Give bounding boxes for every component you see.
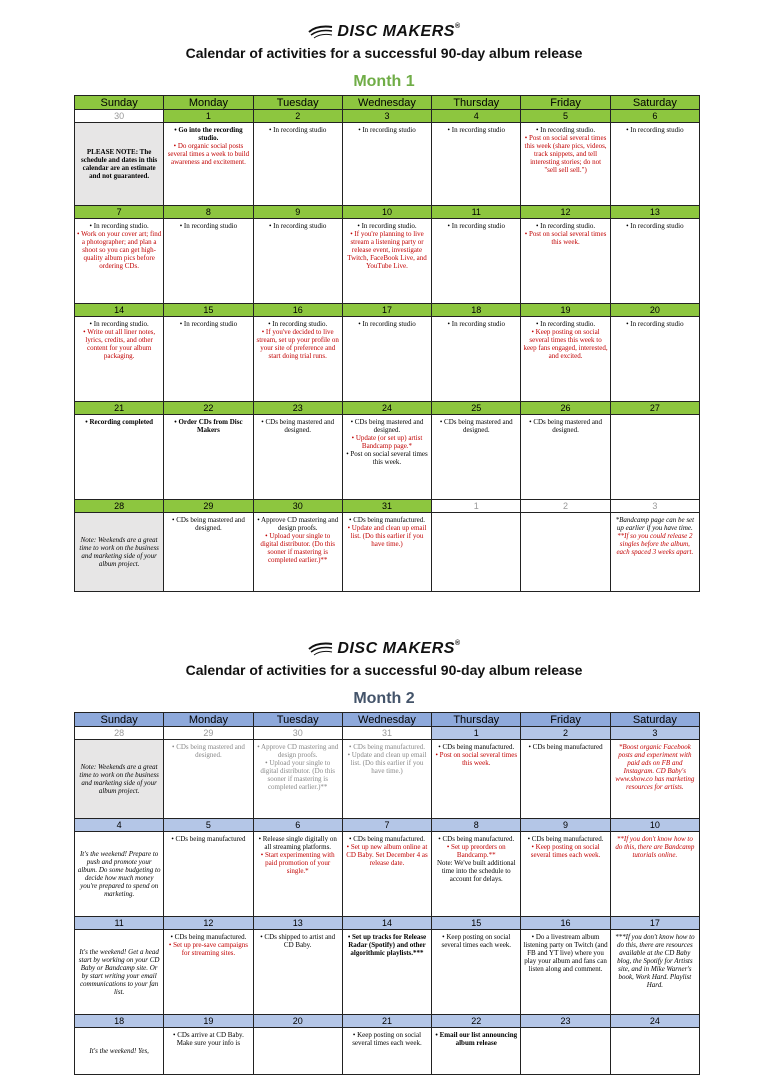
- day-cell: [432, 740, 521, 819]
- day-cell: [342, 219, 431, 304]
- weekday-header: Monday: [164, 96, 253, 110]
- day-cell: [521, 1028, 610, 1075]
- month1-calendar: [74, 95, 700, 592]
- day-cell: [610, 1028, 699, 1075]
- weekday-header: Friday: [521, 713, 610, 727]
- date-number: 19: [521, 304, 610, 317]
- activity-text: • CDs being manufactured.: [438, 835, 515, 843]
- day-cell: [432, 1028, 521, 1075]
- date-number: 17: [610, 917, 699, 930]
- activity-text: **If so you could release 2 singles before the album, each spaced 3 weeks apart.: [616, 532, 694, 556]
- date-number: 27: [610, 402, 699, 415]
- day-cell: [164, 219, 253, 304]
- day-cell: [75, 415, 164, 500]
- weekday-header: Thursday: [432, 96, 521, 110]
- day-cell: [521, 219, 610, 304]
- week-activities-row: [75, 317, 700, 402]
- date-number: 1: [432, 500, 521, 513]
- day-cell: [432, 513, 521, 592]
- day-cell: [521, 832, 610, 917]
- activity-text: • If you've decided to live stream, set up your profile on your site of preference and start doing trial runs.: [256, 328, 339, 360]
- day-cell: [164, 513, 253, 592]
- day-cell: [521, 415, 610, 500]
- date-number: 5: [164, 819, 253, 832]
- date-number: 11: [75, 917, 164, 930]
- date-number-row: [75, 1015, 700, 1028]
- brand-reg: ®: [454, 23, 461, 30]
- date-number: 2: [521, 727, 610, 740]
- brand-name: DISC MAKERS: [337, 23, 455, 40]
- activity-text: • In recording studio: [447, 222, 505, 230]
- page-header: [0, 22, 768, 95]
- day-cell: [610, 415, 699, 500]
- date-number: 11: [432, 206, 521, 219]
- day-cell: [432, 832, 521, 917]
- date-number: 6: [253, 819, 342, 832]
- weekday-header: Tuesday: [253, 713, 342, 727]
- date-number: 12: [164, 917, 253, 930]
- activity-text: • In recording studio.: [535, 320, 596, 328]
- activity-text: • In recording studio: [179, 320, 238, 328]
- day-cell: [610, 930, 699, 1015]
- day-cell: [342, 930, 431, 1015]
- activity-text: • CDs being manufactured.: [527, 835, 604, 843]
- date-number: 14: [342, 917, 431, 930]
- day-cell: [75, 740, 164, 819]
- month-title: Month 2: [353, 690, 415, 707]
- week-activities-row: [75, 219, 700, 304]
- week-activities-row: [75, 930, 700, 1015]
- weekday-header: Saturday: [610, 713, 699, 727]
- activity-text: • In recording studio: [447, 126, 505, 134]
- date-number: 12: [521, 206, 610, 219]
- activity-text: • CDs being manufactured.: [349, 835, 425, 843]
- date-number: 13: [610, 206, 699, 219]
- activity-text: • If you're planning to live stream a listening party or release event, investigate Twitch, FaceBook Live, and YouTube Live.: [347, 230, 427, 270]
- day-cell: [610, 740, 699, 819]
- activity-text: • In recording studio.: [357, 222, 417, 230]
- activity-text: • CDs being mastered and designed.: [261, 418, 335, 434]
- day-cell: [610, 317, 699, 402]
- date-number: 28: [75, 727, 164, 740]
- day-cell: [432, 930, 521, 1015]
- weekday-header-row: [75, 713, 700, 727]
- activity-text: ***If you don't know how to do this, there are resources available at the CD Baby blog, the Spotify for Artists site, and in Mike Warner's book, Work Hard. Playlist Hard.: [615, 933, 695, 989]
- date-number-row: [75, 727, 700, 740]
- day-cell: [342, 415, 431, 500]
- date-number: 29: [164, 727, 253, 740]
- activity-text: • In recording studio: [626, 126, 684, 134]
- day-cell: [610, 219, 699, 304]
- activity-text: • In recording studio.: [535, 222, 596, 230]
- date-number: 20: [610, 304, 699, 317]
- date-number: 31: [342, 500, 431, 513]
- day-cell: [253, 832, 342, 917]
- date-number: 8: [164, 206, 253, 219]
- date-number: 24: [610, 1015, 699, 1028]
- brand-logo: [0, 22, 768, 42]
- brand-name: DISC MAKERS: [337, 640, 455, 657]
- activity-text: • Approve CD mastering and design proofs.: [257, 516, 339, 532]
- day-cell: [75, 1028, 164, 1075]
- activity-text: • In recording studio: [268, 126, 327, 134]
- activity-text: • Approve CD mastering and design proofs.: [257, 743, 339, 759]
- activity-text: **If you don't know how to do this, there are Bandcamp tutorials online.: [615, 835, 695, 859]
- weekday-header: Wednesday: [342, 96, 431, 110]
- activity-text: • Set up preorders on Bandcamp.**: [446, 843, 506, 859]
- day-cell: [342, 123, 431, 206]
- date-number-row: [75, 819, 700, 832]
- activity-text: Note: We've built additional time into the schedule to account for delays.: [437, 859, 516, 883]
- date-number: 25: [432, 402, 521, 415]
- day-cell: [253, 415, 342, 500]
- date-number: 13: [253, 917, 342, 930]
- disc-swoosh-icon: [307, 642, 333, 656]
- date-number: 5: [521, 110, 610, 123]
- activity-text: PLEASE NOTE: The schedule and dates in this calendar are an estimate and not guaranteed.: [81, 148, 158, 180]
- date-number-row: [75, 500, 700, 513]
- activity-text: • CDs being manufactured.: [438, 743, 515, 751]
- activity-text: • Post on social several times this week.: [346, 450, 428, 466]
- activity-text: • Post on social several times this week.: [524, 230, 607, 246]
- date-number: 4: [75, 819, 164, 832]
- date-number: 1: [432, 727, 521, 740]
- date-number: 28: [75, 500, 164, 513]
- date-number: 16: [253, 304, 342, 317]
- weekday-header: Sunday: [75, 713, 164, 727]
- activity-text: • In recording studio.: [89, 222, 149, 230]
- activity-text: • In recording studio: [268, 222, 327, 230]
- date-number: 7: [75, 206, 164, 219]
- activity-text: • Keep posting on social several times each week.: [530, 843, 601, 859]
- activity-text: • Do a livestream album listening party on Twitch (and FB and YT live) where you play your album and fans can listen along and comment.: [523, 933, 608, 973]
- weekday-header: Monday: [164, 713, 253, 727]
- date-number-row: [75, 206, 700, 219]
- day-cell: [75, 219, 164, 304]
- activity-text: Note: Weekends are a great time to work on the business and marketing side of your album project.: [79, 763, 159, 795]
- date-number: 3: [610, 727, 699, 740]
- week-activities-row: [75, 832, 700, 917]
- date-number: 31: [342, 727, 431, 740]
- activity-text: *Boost organic Facebook posts and experiment with paid ads on FB and Instagram. CD Baby's www.show.co has marketing resources for artists.: [615, 743, 695, 791]
- document-title: Calendar of activities for a successful 90-day album release: [185, 45, 583, 61]
- date-number: 30: [75, 110, 164, 123]
- activity-text: It's the weekend! Prepare to push and promote your album. Do some budgeting to decide how much money you're prepared to spend on marketing.: [77, 850, 161, 898]
- brand-logo: [0, 639, 768, 659]
- date-number: 23: [521, 1015, 610, 1028]
- day-cell: [164, 123, 253, 206]
- activity-text: • In recording studio.: [268, 320, 328, 328]
- day-cell: [164, 415, 253, 500]
- day-cell: [521, 930, 610, 1015]
- activity-text: • In recording studio.: [89, 320, 149, 328]
- activity-text: • In recording studio: [447, 320, 505, 328]
- date-number-row: [75, 402, 700, 415]
- activity-text: • CDs shipped to artist and CD Baby.: [260, 933, 336, 949]
- week-activities-row: [75, 123, 700, 206]
- day-cell: [342, 513, 431, 592]
- activity-text: • Write out all liner notes, lyrics, credits, and other content for your album packaging.: [83, 328, 156, 360]
- date-number: 2: [521, 500, 610, 513]
- day-cell: [164, 1028, 253, 1075]
- month2-section: [0, 617, 768, 1075]
- activity-text: • Keep posting on social several times each week.: [352, 1031, 422, 1047]
- activity-text: • In recording studio.: [535, 126, 596, 134]
- activity-text: • Set up new album online at CD Baby. Set December 4 as release date.: [346, 843, 428, 867]
- day-cell: [75, 317, 164, 402]
- activity-text: • Do organic social posts several times a week to build awareness and excitement.: [167, 142, 250, 166]
- date-number: 30: [253, 727, 342, 740]
- date-number: 6: [610, 110, 699, 123]
- day-cell: [342, 317, 431, 402]
- date-number: 21: [75, 402, 164, 415]
- weekday-header: Thursday: [432, 713, 521, 727]
- page-header: [0, 639, 768, 712]
- activity-text: • CDs being mastered and designed.: [529, 418, 602, 434]
- date-number: 16: [521, 917, 610, 930]
- date-number: 17: [342, 304, 431, 317]
- day-cell: [253, 123, 342, 206]
- date-number: 9: [253, 206, 342, 219]
- weekday-header: Wednesday: [342, 713, 431, 727]
- activity-text: • Post on social several times this week.: [435, 751, 518, 767]
- activity-text: • Update (or set up) artist Bandcamp page.*: [351, 434, 423, 450]
- date-number: 19: [164, 1015, 253, 1028]
- activity-text: • Set up tracks for Release Radar (Spotify) and other algorithmic playlists.***: [347, 933, 427, 957]
- day-cell: [75, 832, 164, 917]
- day-cell: [164, 930, 253, 1015]
- activity-text: • In recording studio: [358, 320, 416, 328]
- date-number: 4: [432, 110, 521, 123]
- day-cell: [521, 740, 610, 819]
- date-number: 2: [253, 110, 342, 123]
- date-number: 15: [432, 917, 521, 930]
- activity-text: • CDs being manufactured: [528, 743, 603, 751]
- day-cell: [164, 317, 253, 402]
- date-number: 14: [75, 304, 164, 317]
- activity-text: • In recording studio: [626, 222, 684, 230]
- activity-text: • Post on social several times this week (share pics, videos, track snippets, and tell interesting stories; do not "sell sell sell."): [524, 134, 607, 174]
- month1-section: [0, 22, 768, 592]
- day-cell: [610, 513, 699, 592]
- activity-text: • Upload your single to digital distributor. (Do this sooner if mastering is completed earlier.)**: [260, 759, 336, 791]
- week-activities-row: [75, 513, 700, 592]
- weekday-header: Friday: [521, 96, 610, 110]
- week-activities-row: [75, 1028, 700, 1075]
- date-number: 3: [610, 500, 699, 513]
- date-number: 8: [432, 819, 521, 832]
- day-cell: [610, 832, 699, 917]
- day-cell: [75, 513, 164, 592]
- activity-text: • Work on your cover art; find a photographer; and plan a shoot so you can get high-quality album pics before ordering CDs.: [77, 230, 162, 270]
- activity-text: *Bandcamp page can be set up earlier if you have time.: [615, 516, 695, 532]
- weekday-header: Sunday: [75, 96, 164, 110]
- activity-text: • Order CDs from Disc Makers: [174, 418, 243, 434]
- day-cell: [164, 832, 253, 917]
- month2-calendar: [74, 712, 700, 1075]
- day-cell: [342, 832, 431, 917]
- day-cell: [521, 317, 610, 402]
- activity-text: • Recording completed: [85, 418, 154, 426]
- date-number: 18: [432, 304, 521, 317]
- day-cell: [432, 219, 521, 304]
- activity-text: • In recording studio: [626, 320, 684, 328]
- date-number: 21: [342, 1015, 431, 1028]
- date-number: 15: [164, 304, 253, 317]
- day-cell: [610, 123, 699, 206]
- day-cell: [521, 513, 610, 592]
- date-number-row: [75, 304, 700, 317]
- date-number: 1: [164, 110, 253, 123]
- activity-text: • CDs being mastered and designed.: [350, 418, 424, 434]
- activity-text: • CDs being mastered and designed.: [439, 418, 513, 434]
- activity-text: • In recording studio: [179, 222, 238, 230]
- date-number: 9: [521, 819, 610, 832]
- weekday-header: Saturday: [610, 96, 699, 110]
- date-number-row: [75, 110, 700, 123]
- date-number: 30: [253, 500, 342, 513]
- date-number: 18: [75, 1015, 164, 1028]
- activity-text: • In recording studio: [358, 126, 416, 134]
- week-activities-row: [75, 415, 700, 500]
- day-cell: [253, 740, 342, 819]
- day-cell: [253, 513, 342, 592]
- date-number: 22: [432, 1015, 521, 1028]
- date-number: 3: [342, 110, 431, 123]
- day-cell: [253, 317, 342, 402]
- activity-text: • Set up pre-save campaigns for streaming sites.: [168, 941, 248, 957]
- day-cell: [75, 123, 164, 206]
- day-cell: [432, 415, 521, 500]
- activity-text: • CDs being manufactured: [171, 835, 246, 843]
- activity-text: • Email our list announcing album release: [435, 1031, 518, 1047]
- activity-text: • CDs arrive at CD Baby. Make sure your info is: [173, 1031, 244, 1047]
- date-number: 22: [164, 402, 253, 415]
- activity-text: • CDs being mastered and designed.: [172, 516, 245, 532]
- day-cell: [342, 740, 431, 819]
- activity-text: • Keep posting on social several times each week.: [441, 933, 512, 949]
- week-activities-row: [75, 740, 700, 819]
- date-number: 26: [521, 402, 610, 415]
- date-number: 23: [253, 402, 342, 415]
- weekday-header: Tuesday: [253, 96, 342, 110]
- date-number: 10: [342, 206, 431, 219]
- activity-text: • Update and clean up email list. (Do this earlier if you have time.): [347, 751, 427, 775]
- activity-text: • Keep posting on social several times this week to keep fans engaged, interested, and excited.: [523, 328, 608, 360]
- activity-text: • CDs being mastered and designed.: [172, 743, 245, 759]
- month-title: Month 1: [353, 73, 415, 90]
- day-cell: [521, 123, 610, 206]
- document-title: Calendar of activities for a successful 90-day album release: [185, 662, 583, 678]
- day-cell: [342, 1028, 431, 1075]
- date-number: 24: [342, 402, 431, 415]
- date-number-row: [75, 917, 700, 930]
- day-cell: [75, 930, 164, 1015]
- activity-text: • CDs being manufactured.: [349, 743, 425, 751]
- day-cell: [253, 1028, 342, 1075]
- brand-reg: ®: [454, 640, 461, 647]
- date-number: 7: [342, 819, 431, 832]
- activity-text: It's the weekend! Get a head start by working on your CD Baby or Bandcamp site. Or by start writing your email communications to your fan list.: [78, 948, 160, 996]
- activity-text: • Go into the recording studio.: [174, 126, 243, 142]
- day-cell: [253, 930, 342, 1015]
- activity-text: It's the weekend! Yes,: [89, 1047, 149, 1055]
- date-number: 10: [610, 819, 699, 832]
- activity-text: • Start experimenting with paid promotion of your single.*: [260, 851, 335, 875]
- day-cell: [253, 219, 342, 304]
- activity-text: • Update and clean up email list. (Do this earlier if you have time.): [347, 524, 427, 548]
- activity-text: Note: Weekends are a great time to work on the business and marketing side of your album project.: [79, 536, 159, 568]
- activity-text: • CDs being manufactured.: [349, 516, 425, 524]
- activity-text: • Release single digitally on all streaming platforms.: [258, 835, 337, 851]
- day-cell: [432, 123, 521, 206]
- activity-text: • Upload your single to digital distributor. (Do this sooner if mastering is completed earlier.)**: [260, 532, 336, 564]
- disc-swoosh-icon: [307, 25, 333, 39]
- day-cell: [432, 317, 521, 402]
- date-number: 29: [164, 500, 253, 513]
- weekday-header-row: [75, 96, 700, 110]
- activity-text: • CDs being manufactured.: [170, 933, 247, 941]
- day-cell: [164, 740, 253, 819]
- date-number: 20: [253, 1015, 342, 1028]
